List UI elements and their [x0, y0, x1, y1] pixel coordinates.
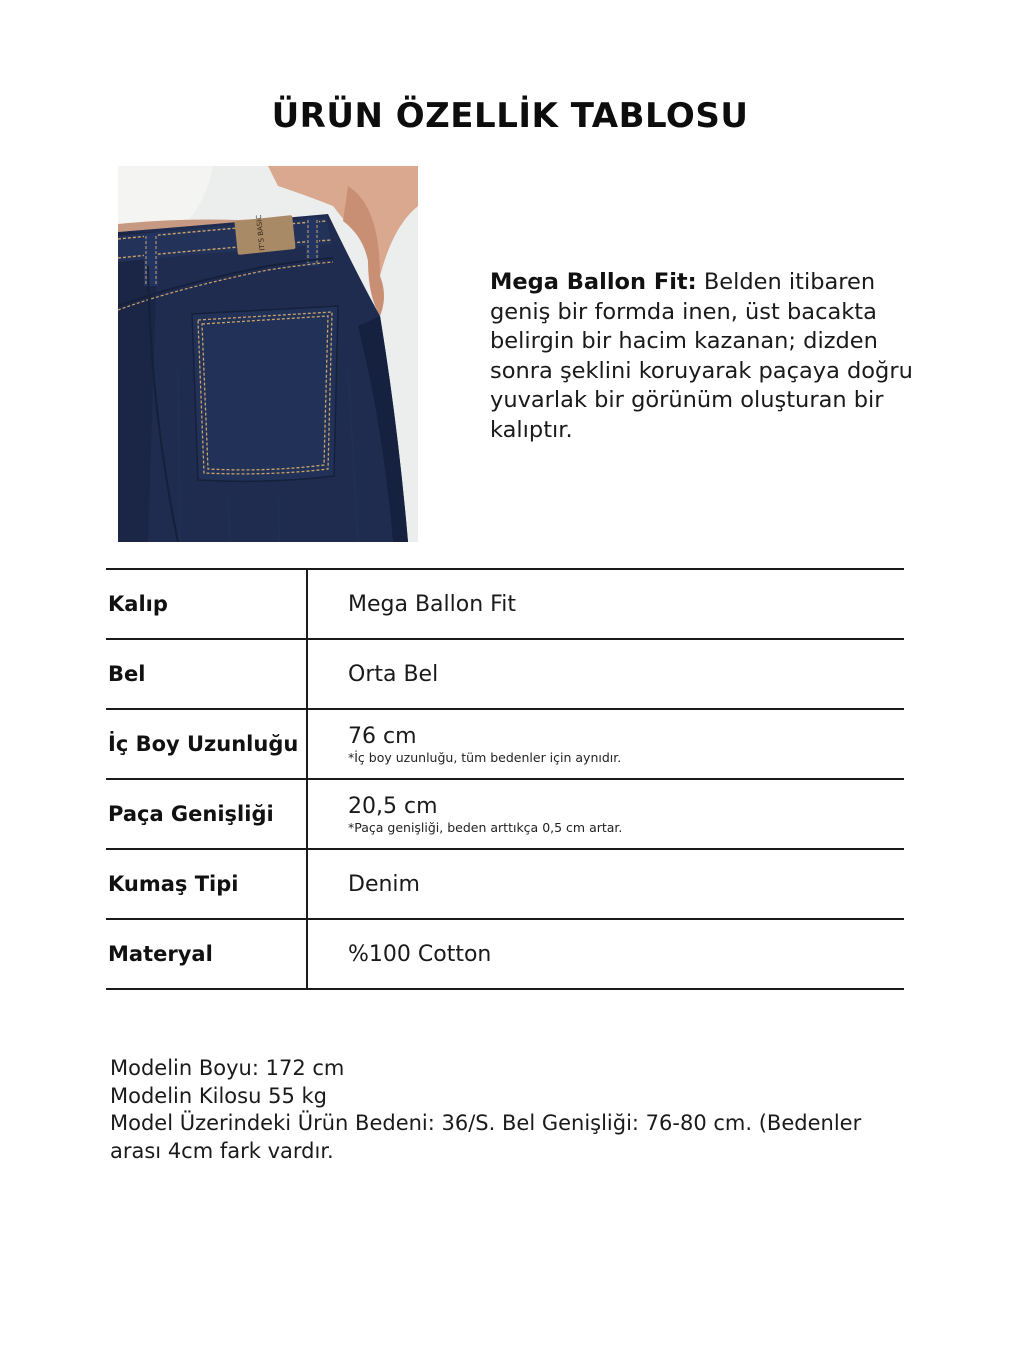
- spec-row-bel: [106, 638, 904, 708]
- spec-label: Bel: [108, 662, 146, 686]
- spec-row-kalip: [106, 568, 904, 638]
- spec-note: *İç boy uzunluğu, tüm bedenler için aynıdır.: [348, 749, 622, 765]
- jeans-back-pocket-image: [118, 166, 418, 542]
- spec-value-cell: [348, 780, 888, 848]
- spec-table: [106, 568, 904, 990]
- column-divider: [306, 850, 308, 918]
- spec-row-ic-boy: [106, 708, 904, 778]
- model-size: Model Üzerindeki Ürün Bedeni: 36/S. Bel Genişliği: 76-80 cm. (Bedenler arası 4cm fark vardır.: [110, 1111, 862, 1163]
- spec-value: Denim: [348, 871, 420, 897]
- spec-value-cell: [348, 570, 888, 638]
- fit-description-lead: Mega Ballon Fit:: [490, 269, 697, 295]
- column-divider: [306, 710, 308, 778]
- product-photo: [118, 166, 418, 542]
- spec-value: %100 Cotton: [348, 941, 492, 967]
- spec-label: İç Boy Uzunluğu: [108, 732, 299, 756]
- spec-value: Mega Ballon Fit: [348, 591, 516, 617]
- column-divider: [306, 920, 308, 988]
- spec-label: Materyal: [108, 942, 213, 966]
- spec-note: *Paça genişliği, beden arttıkça 0,5 cm artar.: [348, 819, 623, 835]
- svg-text:IT'S BASIC: IT'S BASIC: [254, 214, 267, 252]
- spec-row-kumas: [106, 848, 904, 918]
- page-title: ÜRÜN ÖZELLİK TABLOSU: [271, 96, 749, 136]
- fit-description-text: Belden itibaren geniş bir formda inen, üst bacakta belirgin bir hacim kazanan; dizden sonra şeklini koruyarak paçaya doğru yuvarlak bir görünüm oluşturan bir kalıptır.: [490, 269, 913, 443]
- spec-label: Paça Genişliği: [108, 802, 274, 826]
- spec-row-materyal: [106, 918, 904, 990]
- spec-value: 20,5 cm: [348, 793, 438, 819]
- column-divider: [306, 640, 308, 708]
- spec-label: Kalıp: [108, 592, 168, 616]
- spec-value-cell: [348, 850, 888, 918]
- spec-value-cell: [348, 920, 888, 988]
- fit-description: [490, 268, 920, 445]
- spec-value: Orta Bel: [348, 661, 439, 687]
- column-divider: [306, 780, 308, 848]
- spec-value: 76 cm: [348, 723, 417, 749]
- spec-value-cell: [348, 710, 888, 778]
- spec-row-paca: [106, 778, 904, 848]
- model-weight: Modelin Kilosu 55 kg: [110, 1083, 327, 1108]
- spec-value-cell: [348, 640, 888, 708]
- model-info: [110, 1055, 900, 1165]
- model-height: Modelin Boyu: 172 cm: [110, 1056, 345, 1080]
- spec-label: Kumaş Tipi: [108, 872, 239, 896]
- column-divider: [306, 570, 308, 638]
